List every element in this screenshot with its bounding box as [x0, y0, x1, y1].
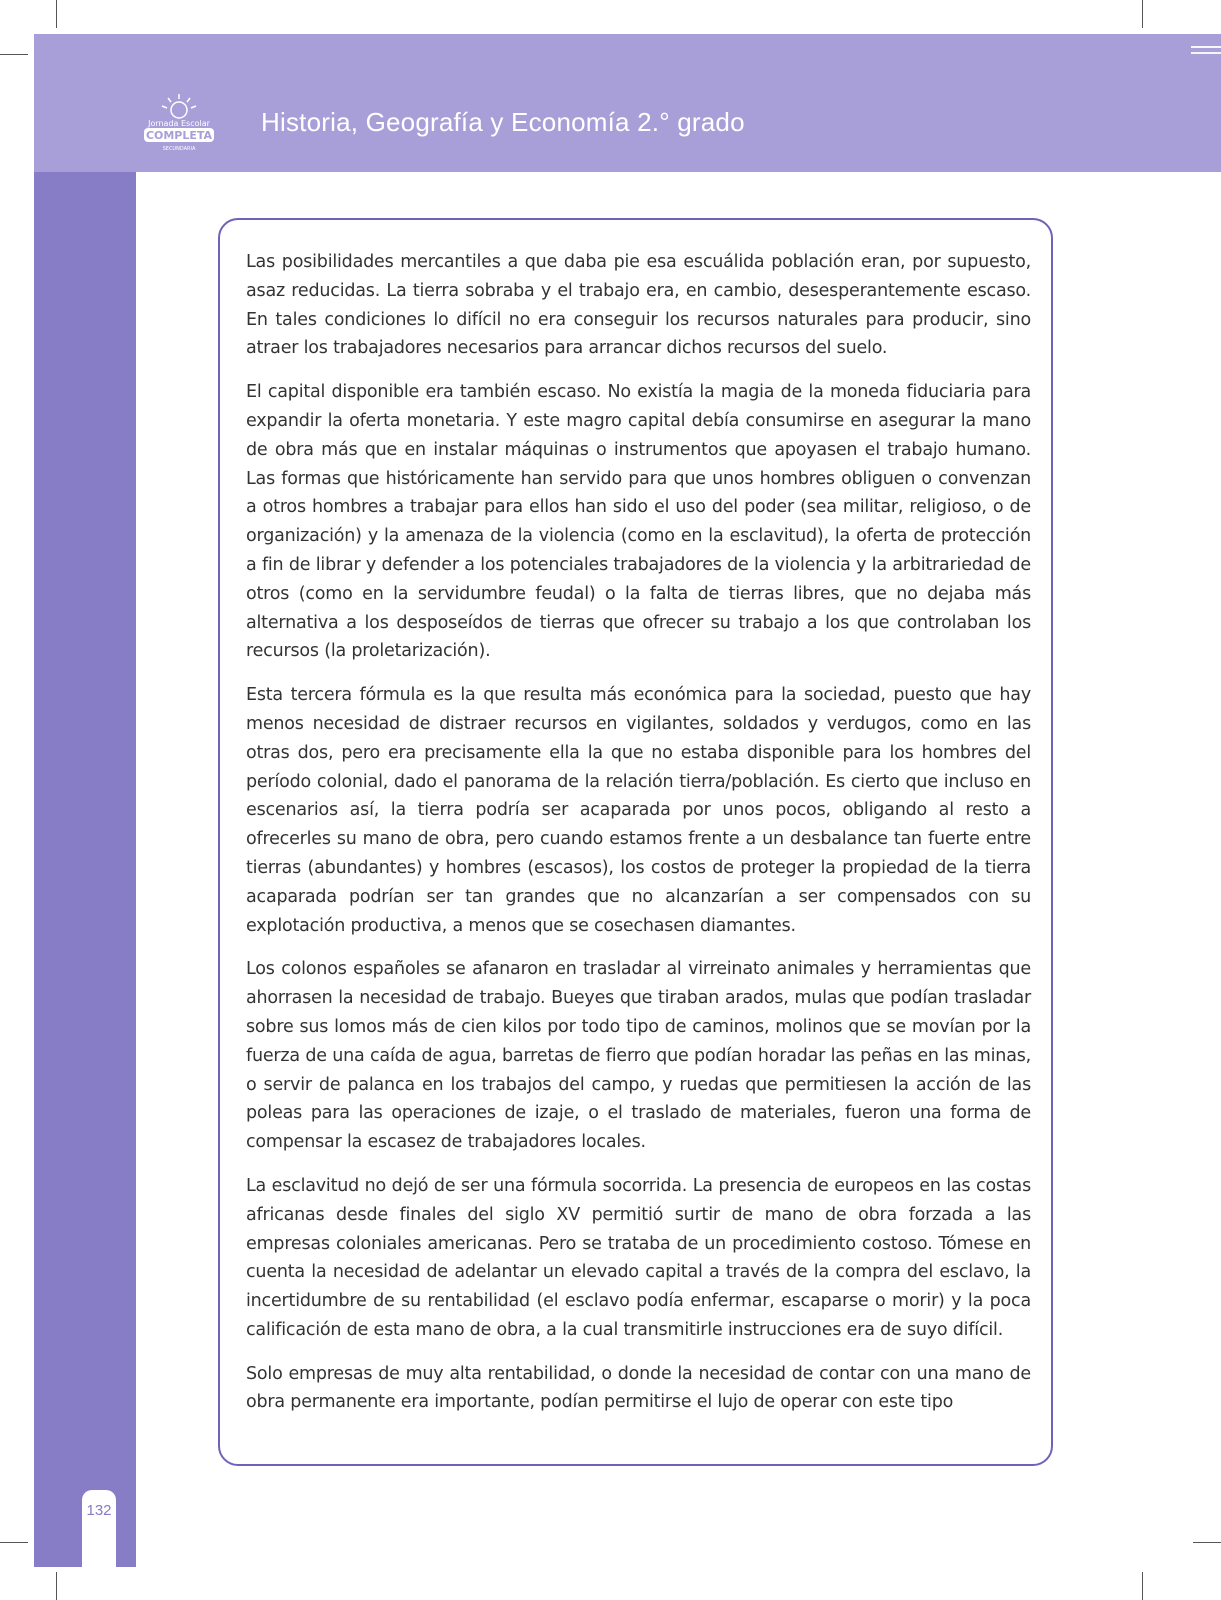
jornada-escolar-completa-logo — [138, 90, 220, 156]
crop-mark — [56, 0, 57, 28]
crop-mark — [0, 1542, 28, 1543]
crop-mark — [1142, 0, 1143, 28]
page-number: 132 — [86, 1502, 112, 1519]
paragraph: Esta tercera fórmula es la que resulta más económica para la sociedad, puesto que hay menos necesidad de distraer recursos en vigilantes, soldados y verdugos, como en las otras dos, pero era precisamente ella la que no estaba disponible para los hombres del período colonial, dado el panorama de la relación tierra/población. Es cierto que incluso en escenarios así, la tierra podría ser acaparada por unos pocos, obligando al resto a ofrecerles su mano de obra, pero cuando estamos frente a un desbalance tan fuerte entre tierras (abundantes) y hombres (escasos), los costos de proteger la propiedad de la tierra acaparada podrían ser tan grandes que no alcanzarían a ser compensados con su explotación productiva, a menos que se cosechasen diamantes. — [246, 685, 1031, 936]
paragraph: El capital disponible era también escaso. No existía la magia de la moneda fiduciaria para expandir la oferta monetaria. Y este magro capital debía consumirse en asegurar la mano de obra más que en instalar máquinas o instrumentos que apoyasen el trabajo humano. Las formas que históricamente han servido para que unos hombres obliguen o convenzan a otros hombres a trabajar para ellos han sido el uso del poder (sea militar, religioso, o de organización) y la amenaza de la violencia (como en la esclavitud), la oferta de protección a fin de librar y defender a los potenciales trabajadores de la violencia y la arbitrariedad de otros (como en la servidumbre feudal) o la falta de tierras libres, que no dejaba más alternativa a los desposeídos de tierras que ofrecer su trabajo a los que controlaban los recursos (la proletarización). — [246, 382, 1031, 662]
svg-text:COMPLETA: COMPLETA — [145, 129, 213, 142]
crop-mark — [1193, 1542, 1221, 1543]
paragraph: Las posibilidades mercantiles a que daba pie esa escuálida población eran, por supuesto, asaz reducidas. La tierra sobraba y el trabajo era, en cambio, desesperantemente escaso. En tales condiciones lo difícil no era conseguir los recursos naturales para producir, sino atraer los trabajadores necesarios para arrancar dichos recursos del suelo. — [246, 252, 1031, 359]
crop-mark — [56, 1572, 57, 1600]
crop-mark — [0, 54, 28, 55]
svg-text:SECUNDARIA: SECUNDARIA — [162, 146, 196, 152]
page-title: Historia, Geografía y Economía 2.° grado — [261, 107, 745, 137]
svg-text:Jornada Escolar: Jornada Escolar — [148, 119, 210, 128]
content-box — [218, 218, 1053, 1466]
paragraph: Los colonos españoles se afanaron en trasladar al virreinato animales y herramientas que ahorrasen la necesidad de trabajo. Bueyes que tiraban arados, mulas que podían trasladar sobre sus lomos más de cien kilos por todo tipo de caminos, molinos que se movían por la fuerza de una caída de agua, barretas de fierro que podían horadar las peñas en las minas, o servir de palanca en los trabajos del campo, y ruedas que permitiesen la acción de las poleas para las operaciones de izaje, o el traslado de materiales, fueron una forma de compensar la escasez de trabajadores locales. — [246, 959, 1031, 1153]
paragraph: La esclavitud no dejó de ser una fórmula socorrida. La presencia de europeos en las costas africanas desde finales del siglo XV permitió surtir de mano de obra forzada a las empresas coloniales americanas. Pero se trataba de un procedimiento costoso. Tómese en cuenta la necesidad de adelantar un elevado capital a través de la compra del esclavo, la incertidumbre de su rentabilidad (el esclavo podía enfermar, escaparse o morir) y la poca calificación de esta mano de obra, a la cual transmitirle instrucciones era de suyo difícil. — [246, 1175, 1031, 1340]
side-band — [34, 172, 136, 1567]
header-tab-lines — [1191, 46, 1221, 58]
paragraph: Solo empresas de muy alta rentabilidad, o donde la necesidad de contar con una mano de obra permanente era importante, podían permitirse el lujo de operar con este tipo — [246, 1363, 1031, 1413]
page-number-tab — [82, 1490, 116, 1567]
content-text — [246, 248, 1031, 1432]
crop-mark — [1142, 1572, 1143, 1600]
